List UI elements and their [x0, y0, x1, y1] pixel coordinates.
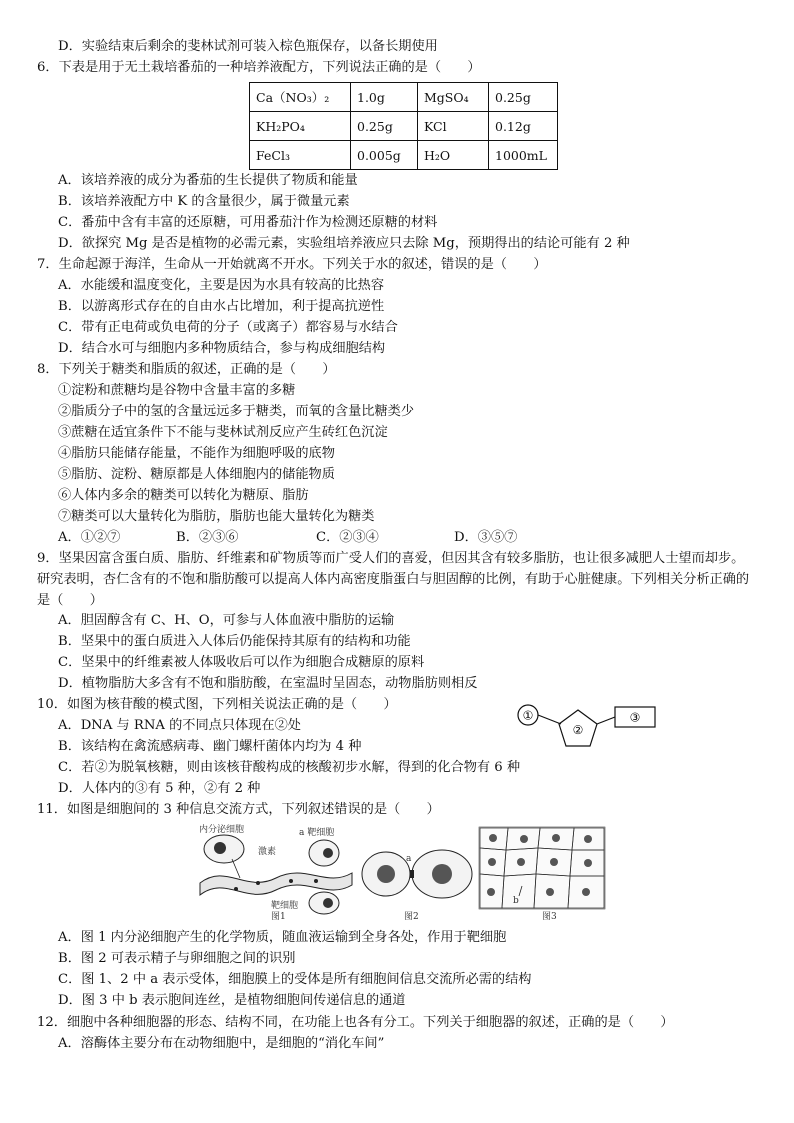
label-phosphate: ① [522, 708, 534, 723]
table-row [250, 112, 558, 141]
label-base: ③ [629, 710, 641, 725]
q9-stem: 9．坚果因富含蛋白质、脂肪、纤维素和矿物质等而广受人们的喜爱，但因其含有较多脂肪，也让很多减肥人士望而却步。研究表明，杏仁含有的不饱和脂肪酸可以提高人体内高密度脂蛋白与胆固醇的比例，有助于心脏健康。下列相关分析正确的是（ ） [37, 551, 750, 608]
table-cell: 0.005g [351, 141, 418, 170]
nucleus [323, 898, 333, 908]
nucleus [546, 888, 554, 896]
label-hormone: 激素 [258, 847, 277, 857]
table-cell: 0.25g [489, 83, 558, 112]
table-cell: MgSO₄ [418, 83, 489, 112]
caption-figure-1: 图1 [271, 912, 286, 922]
label-target-cell: 靶细胞 [271, 901, 299, 911]
q6-option-a: A．该培养液的成分为番茄的生长提供了物质和能量 [58, 173, 358, 188]
label-plasmodesmata-b: b [513, 896, 519, 906]
nucleus [550, 858, 558, 866]
q7-stem: 7．生命起源于海洋，生命从一开始就离不开水。下列关于水的叙述，错误的是（ ） [37, 257, 547, 272]
q11-stem: 11．如图是细胞间的 3 种信息交流方式，下列叙述错误的是（ ） [37, 802, 440, 817]
table-cell: FeCl₃ [250, 141, 351, 170]
caption-figure-2: 图2 [404, 912, 419, 922]
q8-item: ④脂肪只能储存能量，不能作为细胞呼吸的底物 [58, 446, 335, 461]
blood-vessel [200, 873, 352, 895]
q11-option-d: D．图 3 中 b 表示胞间连丝，是植物细胞间传递信息的通道 [58, 993, 406, 1008]
bond-line [597, 717, 615, 724]
q8-stem: 8．下列关于糖类和脂质的叙述，正确的是（ ） [37, 362, 336, 377]
q8-item: ②脂质分子中的氢的含量远远多于糖类，而氧的含量比糖类少 [58, 404, 415, 419]
nucleus [323, 848, 333, 858]
q7-option-c: C．带有正电荷或负电荷的分子（或离子）都容易与水结合 [58, 320, 398, 335]
q10-option-b: B．该结构在禽流感病毒、幽门螺杆菌体内均为 4 种 [58, 739, 362, 754]
nucleus [489, 834, 497, 842]
table-cell: KH₂PO₄ [250, 112, 351, 141]
q9-option-b: B．坚果中的蛋白质进入人体后仍能保持其原有的结构和功能 [58, 634, 411, 649]
table-cell: H₂O [418, 141, 489, 170]
label-receptor-a: a [406, 854, 412, 864]
q10-stem: 10．如图为核苷酸的模式图，下列相关说法正确的是（ ） [37, 697, 397, 712]
q8-option-d: D．③⑤⑦ [454, 530, 518, 545]
nucleus [377, 865, 395, 883]
label-pentose: ② [572, 723, 584, 737]
q12-option-a: A．溶酶体主要分布在动物细胞中，是细胞的“消化车间” [58, 1036, 385, 1051]
nucleus [520, 835, 528, 843]
q7-option-b: B．以游离形式存在的自由水占比增加，利于提高抗逆性 [58, 299, 385, 314]
receptor-contact [410, 870, 414, 878]
q8-item: ⑦糖类可以大量转化为脂肪，脂肪也能大量转化为糖类 [58, 509, 375, 524]
hormone-dot [314, 879, 318, 883]
q11-option-b: B．图 2 可表示精子与卵细胞之间的识别 [58, 951, 296, 966]
hormone-dot [289, 879, 293, 883]
caption-figure-3: 图3 [542, 912, 557, 922]
q8-item: ③蔗糖在适宜条件下不能与斐林试剂反应产生砖红色沉淀 [58, 425, 388, 440]
q9-option-d: D．植物脂肪大多含有不饱和脂肪酸，在室温时呈固态，动物脂肪则相反 [58, 676, 478, 691]
table-cell: 1000mL [489, 141, 558, 170]
label-target-cell-a: a 靶细胞 [299, 828, 335, 838]
nucleus [432, 864, 452, 884]
q6-option-c: C．番茄中含有丰富的还原糖，可用番茄汁作为检测还原糖的材料 [58, 215, 438, 230]
table-cell: KCl [418, 112, 489, 141]
figure-3-plant-cells [478, 826, 606, 910]
nucleus [584, 835, 592, 843]
q8-option-b: B．②③⑥ [176, 530, 239, 545]
nutrient-formula-table [249, 82, 558, 170]
hormone-dot [234, 887, 238, 891]
nucleus [584, 859, 592, 867]
q7-option-d: D．结合水可与细胞内多种物质结合，参与构成细胞结构 [58, 341, 386, 356]
table-cell: Ca（NO₃）₂ [250, 83, 351, 112]
nucleus [488, 858, 496, 866]
q10-option-a: A．DNA 与 RNA 的不同点只体现在②处 [58, 718, 301, 733]
q8-option-c: C．②③④ [316, 530, 379, 545]
q10-option-c: C．若②为脱氧核糖，则由该核苷酸构成的核酸初步水解，得到的化合物有 6 种 [58, 760, 521, 775]
table-cell: 1.0g [351, 83, 418, 112]
q6-stem: 6．下表是用于无土栽培番茄的一种培养液配方，下列说法正确的是（ ） [37, 60, 481, 75]
table-cell: 0.25g [351, 112, 418, 141]
q8-option-a: A．①②⑦ [58, 530, 121, 545]
q11-option-a: A．图 1 内分泌细胞产生的化学物质，随血液运输到全身各处，作用于靶细胞 [58, 930, 507, 945]
q6-option-b: B．该培养液配方中 K 的含量很少，属于微量元素 [58, 194, 350, 209]
table-row [250, 141, 558, 170]
q8-item: ①淀粉和蔗糖均是谷物中含量丰富的多糖 [58, 383, 296, 398]
q5-option-d: D．实验结束后剩余的斐林试剂可装入棕色瓶保存，以备长期使用 [58, 39, 438, 54]
nucleus [552, 834, 560, 842]
table-row [250, 83, 558, 112]
nucleus [487, 888, 495, 896]
q8-item: ⑤脂肪、淀粉、糖原都是人体细胞内的储能物质 [58, 467, 335, 482]
q10-option-d: D．人体内的③有 5 种，②有 2 种 [58, 781, 261, 796]
nucleotide-diagram [512, 702, 662, 754]
table-cell: 0.12g [489, 112, 558, 141]
figure-2-cell-contact [358, 846, 480, 902]
hormone-dot [256, 881, 260, 885]
q7-option-a: A．水能缓和温度变化，主要是因为水具有较高的比热容 [58, 278, 385, 293]
q9-option-c: C．坚果中的纤维素被人体吸收后可以作为细胞合成糖原的原料 [58, 655, 425, 670]
bond-line [538, 715, 561, 724]
q8-item: ⑥人体内多余的糖类可以转化为糖原、脂肪 [58, 488, 309, 503]
q12-stem: 12．细胞中各种细胞器的形态、结构不同，在功能上也各有分工。下列关于细胞器的叙述，正确的是（ ） [37, 1015, 674, 1030]
q6-option-d: D．欲探究 Mg 是否是植物的必需元素，实验组培养液应只去除 Mg，预期得出的结论可能有 2 种 [58, 236, 630, 251]
nucleus [517, 858, 525, 866]
nucleus [214, 842, 226, 854]
nucleus [582, 888, 590, 896]
label-endocrine-cell: 内分泌细胞 [199, 825, 245, 835]
q9-option-a: A．胆固醇含有 C、H、O，可参与人体血液中脂肪的运输 [58, 613, 395, 628]
arrow-line [232, 859, 240, 878]
q11-option-c: C．图 1、2 中 a 表示受体，细胞膜上的受体是所有细胞间信息交流所必需的结构 [58, 972, 532, 987]
